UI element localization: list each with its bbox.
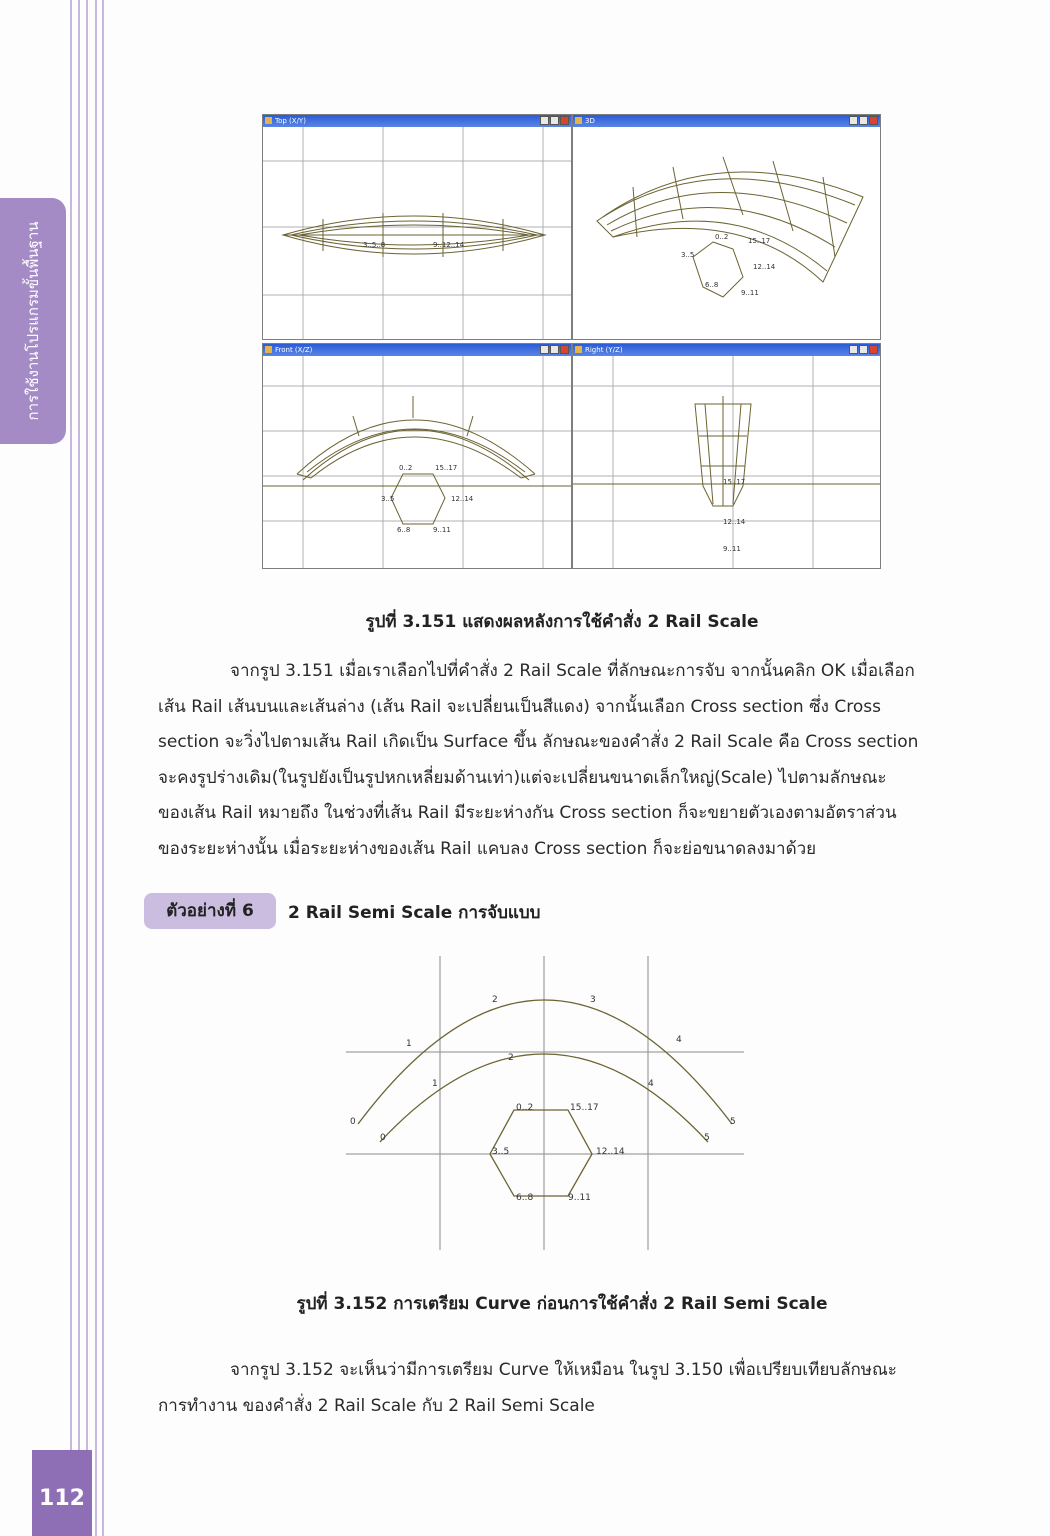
viewport-3d-title: 3D <box>585 117 595 125</box>
label-3d-p4: 12..14 <box>753 263 776 271</box>
label-right-c: 9..11 <box>723 545 741 553</box>
lower-rail-label-1: 1 <box>432 1079 438 1089</box>
viewport-icon <box>265 346 272 353</box>
upper-rail-label-1: 1 <box>406 1039 412 1049</box>
lower-rail-label-4: 4 <box>648 1079 654 1089</box>
label-top-right: 9..12..14 <box>433 241 465 249</box>
maximize-icon[interactable] <box>550 345 559 354</box>
hex-label-p1: 0..2 <box>516 1103 534 1113</box>
hex-label-p4: 12..14 <box>596 1147 625 1157</box>
close-icon[interactable] <box>869 345 878 354</box>
viewport-top-canvas <box>263 127 571 339</box>
paragraph-1-line-3: section จะวิ่งไปตามเส้น Rail เกิดเป็น Surface ขึ้น ลักษณะของคำสั่ง 2 Rail Scale คือ Cross section <box>158 732 919 752</box>
close-icon[interactable] <box>560 116 569 125</box>
paragraph-2 <box>158 1353 984 1424</box>
lower-rail-label-2: 2 <box>508 1053 514 1063</box>
label-front-p1: 0..2 <box>399 464 413 472</box>
paragraph-2-line-2: การทำงาน ของคำสั่ง 2 Rail Scale กับ 2 Rail Semi Scale <box>158 1395 595 1416</box>
hex-label-p2: 15..17 <box>570 1103 599 1113</box>
label-front-p6: 9..11 <box>433 526 451 534</box>
label-right-b: 12..14 <box>723 518 746 526</box>
margin-line-4 <box>95 0 97 1536</box>
label-front-p5: 6..8 <box>397 526 411 534</box>
viewport-top-titlebar <box>263 115 571 127</box>
label-front-p3: 3..5 <box>381 495 395 503</box>
label-front-p4: 12..14 <box>451 495 474 503</box>
maximize-icon[interactable] <box>859 345 868 354</box>
minimize-icon[interactable] <box>849 116 858 125</box>
margin-line-1 <box>70 0 72 1536</box>
figure-3-152-caption: รูปที่ 3.152 การเตรียม Curve ก่อนการใช้คำสั่ง 2 Rail Semi Scale <box>296 1294 828 1314</box>
maximize-icon[interactable] <box>550 116 559 125</box>
viewport-front-canvas <box>263 356 571 568</box>
figure-3-151-caption: รูปที่ 3.151 แสดงผลหลังการใช้คำสั่ง 2 Rail Scale <box>365 612 759 632</box>
chapter-side-tab-label: การใช้งานโปรแกรมขั้นพื้นฐาน <box>24 221 42 421</box>
paragraph-1-line-4: จะคงรูปร่างเดิม(ในรูปยังเป็นรูปหกเหลี่ยมด้านเท่า)แต่จะเปลี่ยนขนาดเล็กใหญ่(Scale) ไปตามลักษณะ <box>158 767 887 788</box>
paragraph-2-line-1: จากรูป 3.152 จะเห็นว่ามีการเตรียม Curve ให้เหมือน ในรูป 3.150 เพื่อเปรียบเทียบลักษณะ <box>230 1360 897 1380</box>
lower-rail-label-0: 0 <box>380 1133 386 1143</box>
figure-3-152 <box>346 956 744 1250</box>
viewport-right <box>572 343 881 569</box>
paragraph-1-line-2: เส้น Rail เส้นบนและเส้นล่าง (เส้น Rail จะเปลี่ยนเป็นสีแดง) จากนั้นเลือก Cross section ซึ่ง Cross <box>158 696 881 717</box>
viewport-3d <box>572 114 881 340</box>
paragraph-1 <box>158 654 984 867</box>
label-front-p2: 15..17 <box>435 464 458 472</box>
example-badge: ตัวอย่างที่ 6 <box>144 893 276 929</box>
upper-rail-label-4: 4 <box>676 1035 682 1045</box>
page-number: 112 <box>39 1486 85 1511</box>
upper-rail-label-3: 3 <box>590 995 596 1005</box>
margin-line-2 <box>78 0 80 1536</box>
upper-rail-label-2: 2 <box>492 995 498 1005</box>
minimize-icon[interactable] <box>540 345 549 354</box>
viewport-top <box>262 114 572 340</box>
margin-line-5 <box>102 0 104 1536</box>
minimize-icon[interactable] <box>849 345 858 354</box>
close-icon[interactable] <box>560 345 569 354</box>
upper-rail-label-0: 0 <box>350 1117 356 1127</box>
viewport-top-title: Top (X/Y) <box>275 117 306 125</box>
viewport-front <box>262 343 572 569</box>
viewport-3d-canvas <box>573 127 880 339</box>
label-top-left: 3..5..8 <box>363 241 386 249</box>
lower-rail-label-5: 5 <box>704 1133 710 1143</box>
hex-label-p5: 6..8 <box>516 1193 534 1203</box>
viewport-3d-titlebar <box>573 115 880 127</box>
label-3d-p6: 9..11 <box>741 289 759 297</box>
hex-label-p3: 3..5 <box>492 1147 510 1157</box>
viewport-right-title: Right (Y/Z) <box>585 346 623 354</box>
viewport-right-canvas <box>573 356 880 568</box>
viewport-icon <box>575 346 582 353</box>
upper-rail-curve <box>358 1000 732 1124</box>
viewport-right-titlebar <box>573 344 880 356</box>
label-3d-p3: 3..5 <box>681 251 695 259</box>
close-icon[interactable] <box>869 116 878 125</box>
viewport-front-title: Front (X/Z) <box>275 346 313 354</box>
paragraph-1-line-1: จากรูป 3.151 เมื่อเราเลือกไปที่คำสั่ง 2 Rail Scale ที่ลักษณะการจับ จากนั้นคลิก OK เมื่อเลือก <box>230 661 915 681</box>
label-3d-p1: 0..2 <box>715 233 729 241</box>
viewport-icon <box>265 117 272 124</box>
minimize-icon[interactable] <box>540 116 549 125</box>
hex-label-p6: 9..11 <box>568 1193 591 1203</box>
label-right-a: 15..17 <box>723 478 746 486</box>
example-title: 2 Rail Semi Scale การจับแบบ <box>288 903 541 923</box>
upper-rail-label-5: 5 <box>730 1117 736 1127</box>
viewport-front-titlebar <box>263 344 571 356</box>
paragraph-1-line-6: ของระยะห่างนั้น เมื่อระยะห่างของเส้น Rail แคบลง Cross section ก็จะย่อขนาดลงมาด้วย <box>158 838 817 859</box>
maximize-icon[interactable] <box>859 116 868 125</box>
margin-line-3 <box>86 0 88 1536</box>
label-3d-p2: 15..17 <box>748 237 771 245</box>
viewport-icon <box>575 117 582 124</box>
label-3d-p5: 6..8 <box>705 281 719 289</box>
paragraph-1-line-5: ของเส้น Rail หมายถึง ในช่วงที่เส้น Rail มีระยะห่างกัน Cross section ก็จะขยายตัวเองตามอัตราส่วน <box>158 803 897 823</box>
